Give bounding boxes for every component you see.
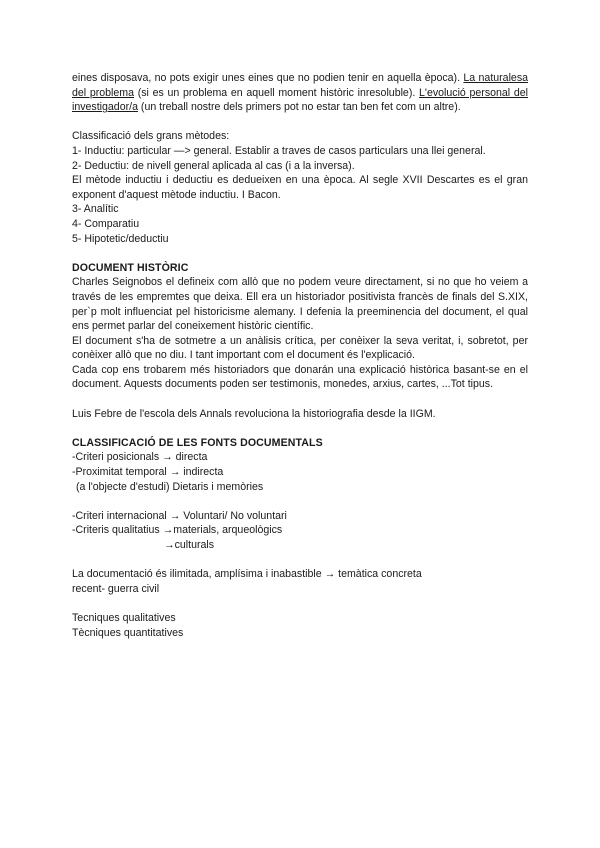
- document-paragraph-4: Luis Febre de l'escola dels Annals revoluciona la historiografia desde la IIGM.: [72, 407, 436, 420]
- sources-line-cultural: →culturals: [164, 539, 215, 551]
- intro-text-3: (un treball nostre dels primers pot no estar tan ben fet com un altre).: [140, 101, 461, 114]
- document-paragraph-1: Charles Seignobos el defineix com allò que no podem veure directament, si no que ho veiem a través de les empremtes que deixa. Ell era un historiador positivista francès de finals del S.XIX, per`p molt influenciat pel historicisme alemany. I defenia la preeminencia del document, el qual ens permet parlar del coneixement històric científic.: [72, 276, 528, 333]
- intro-paragraph: [72, 71, 528, 115]
- methods-note: El mètode inductiu i deductiu es dedueixen en una època. Al segle XVII Descartes es el gran exponent d'aquest mètode inductiu. I Bacon.: [72, 174, 528, 201]
- technique-quantitative: Tècniques quantitatives: [72, 626, 184, 639]
- document-heading: DOCUMENT HISTÒRIC: [72, 261, 189, 274]
- method-item-hypothetic: 5- Hipotetic/deductiu: [72, 232, 169, 245]
- document-page: [72, 71, 528, 640]
- method-item-comparative: 4- Comparatiu: [72, 217, 140, 230]
- method-item-deductive: 2- Deductiu: de nivell general aplicada al cas (i a la inversa).: [72, 159, 355, 172]
- sources-line-positional: -Criteri posicionals → directa: [72, 451, 208, 464]
- problem-nature-phrase: La naturalesa del problema: [72, 72, 529, 99]
- methods-title: Classificació dels grans mètodes:: [72, 130, 230, 143]
- intro-text-2: (si es un problema en aquell moment històric inresoluble).: [137, 86, 416, 99]
- method-item-analytic: 3- Analític: [72, 203, 119, 216]
- sources-line-object: (a l'objecte d'estudi) Dietaris i memòries: [76, 480, 264, 493]
- sources-heading: CLASSIFICACIÓ DE LES FONTS DOCUMENTALS: [72, 436, 323, 449]
- document-paragraph-3: Cada cop ens trobarem més historiadors que donarán una explicació històrica basant-se en el document. Aquests documents poden ser testimonis, monedes, arxius, cartes, ...Tot tipus.: [72, 363, 528, 391]
- sources-line-qualitative: -Criteris qualitatius →materials, arqueològics: [72, 524, 283, 537]
- sources-line-documentation: La documentació és ilimitada, amplísima i inabastible → temàtica concreta: [72, 568, 422, 581]
- sources-line-intentional: -Criteri internacional → Voluntari/ No voluntari: [72, 509, 287, 522]
- sources-line-recent: recent- guerra civil: [72, 582, 160, 595]
- researcher-evolution-phrase: L'evolució personal del investigador/a: [72, 86, 529, 114]
- technique-qualitative: Tecniques qualitatives: [72, 611, 176, 624]
- intro-text-1: eines disposava, no pots exigir unes eines que no podien tenir en aquella època).: [72, 72, 461, 84]
- document-paragraph-2: El document s'ha de sotmetre a un anàlisis crítica, per conèixer la seva veritat, i, sobretot, per conèixer allò que no diu. I tant important com el document és l'explicació.: [72, 334, 528, 362]
- method-item-inductive: 1- Inductiu: particular —> general. Establir a traves de casos particulars una llei general.: [72, 144, 486, 157]
- sources-line-temporal: -Proximitat temporal → indirecta: [72, 466, 224, 479]
